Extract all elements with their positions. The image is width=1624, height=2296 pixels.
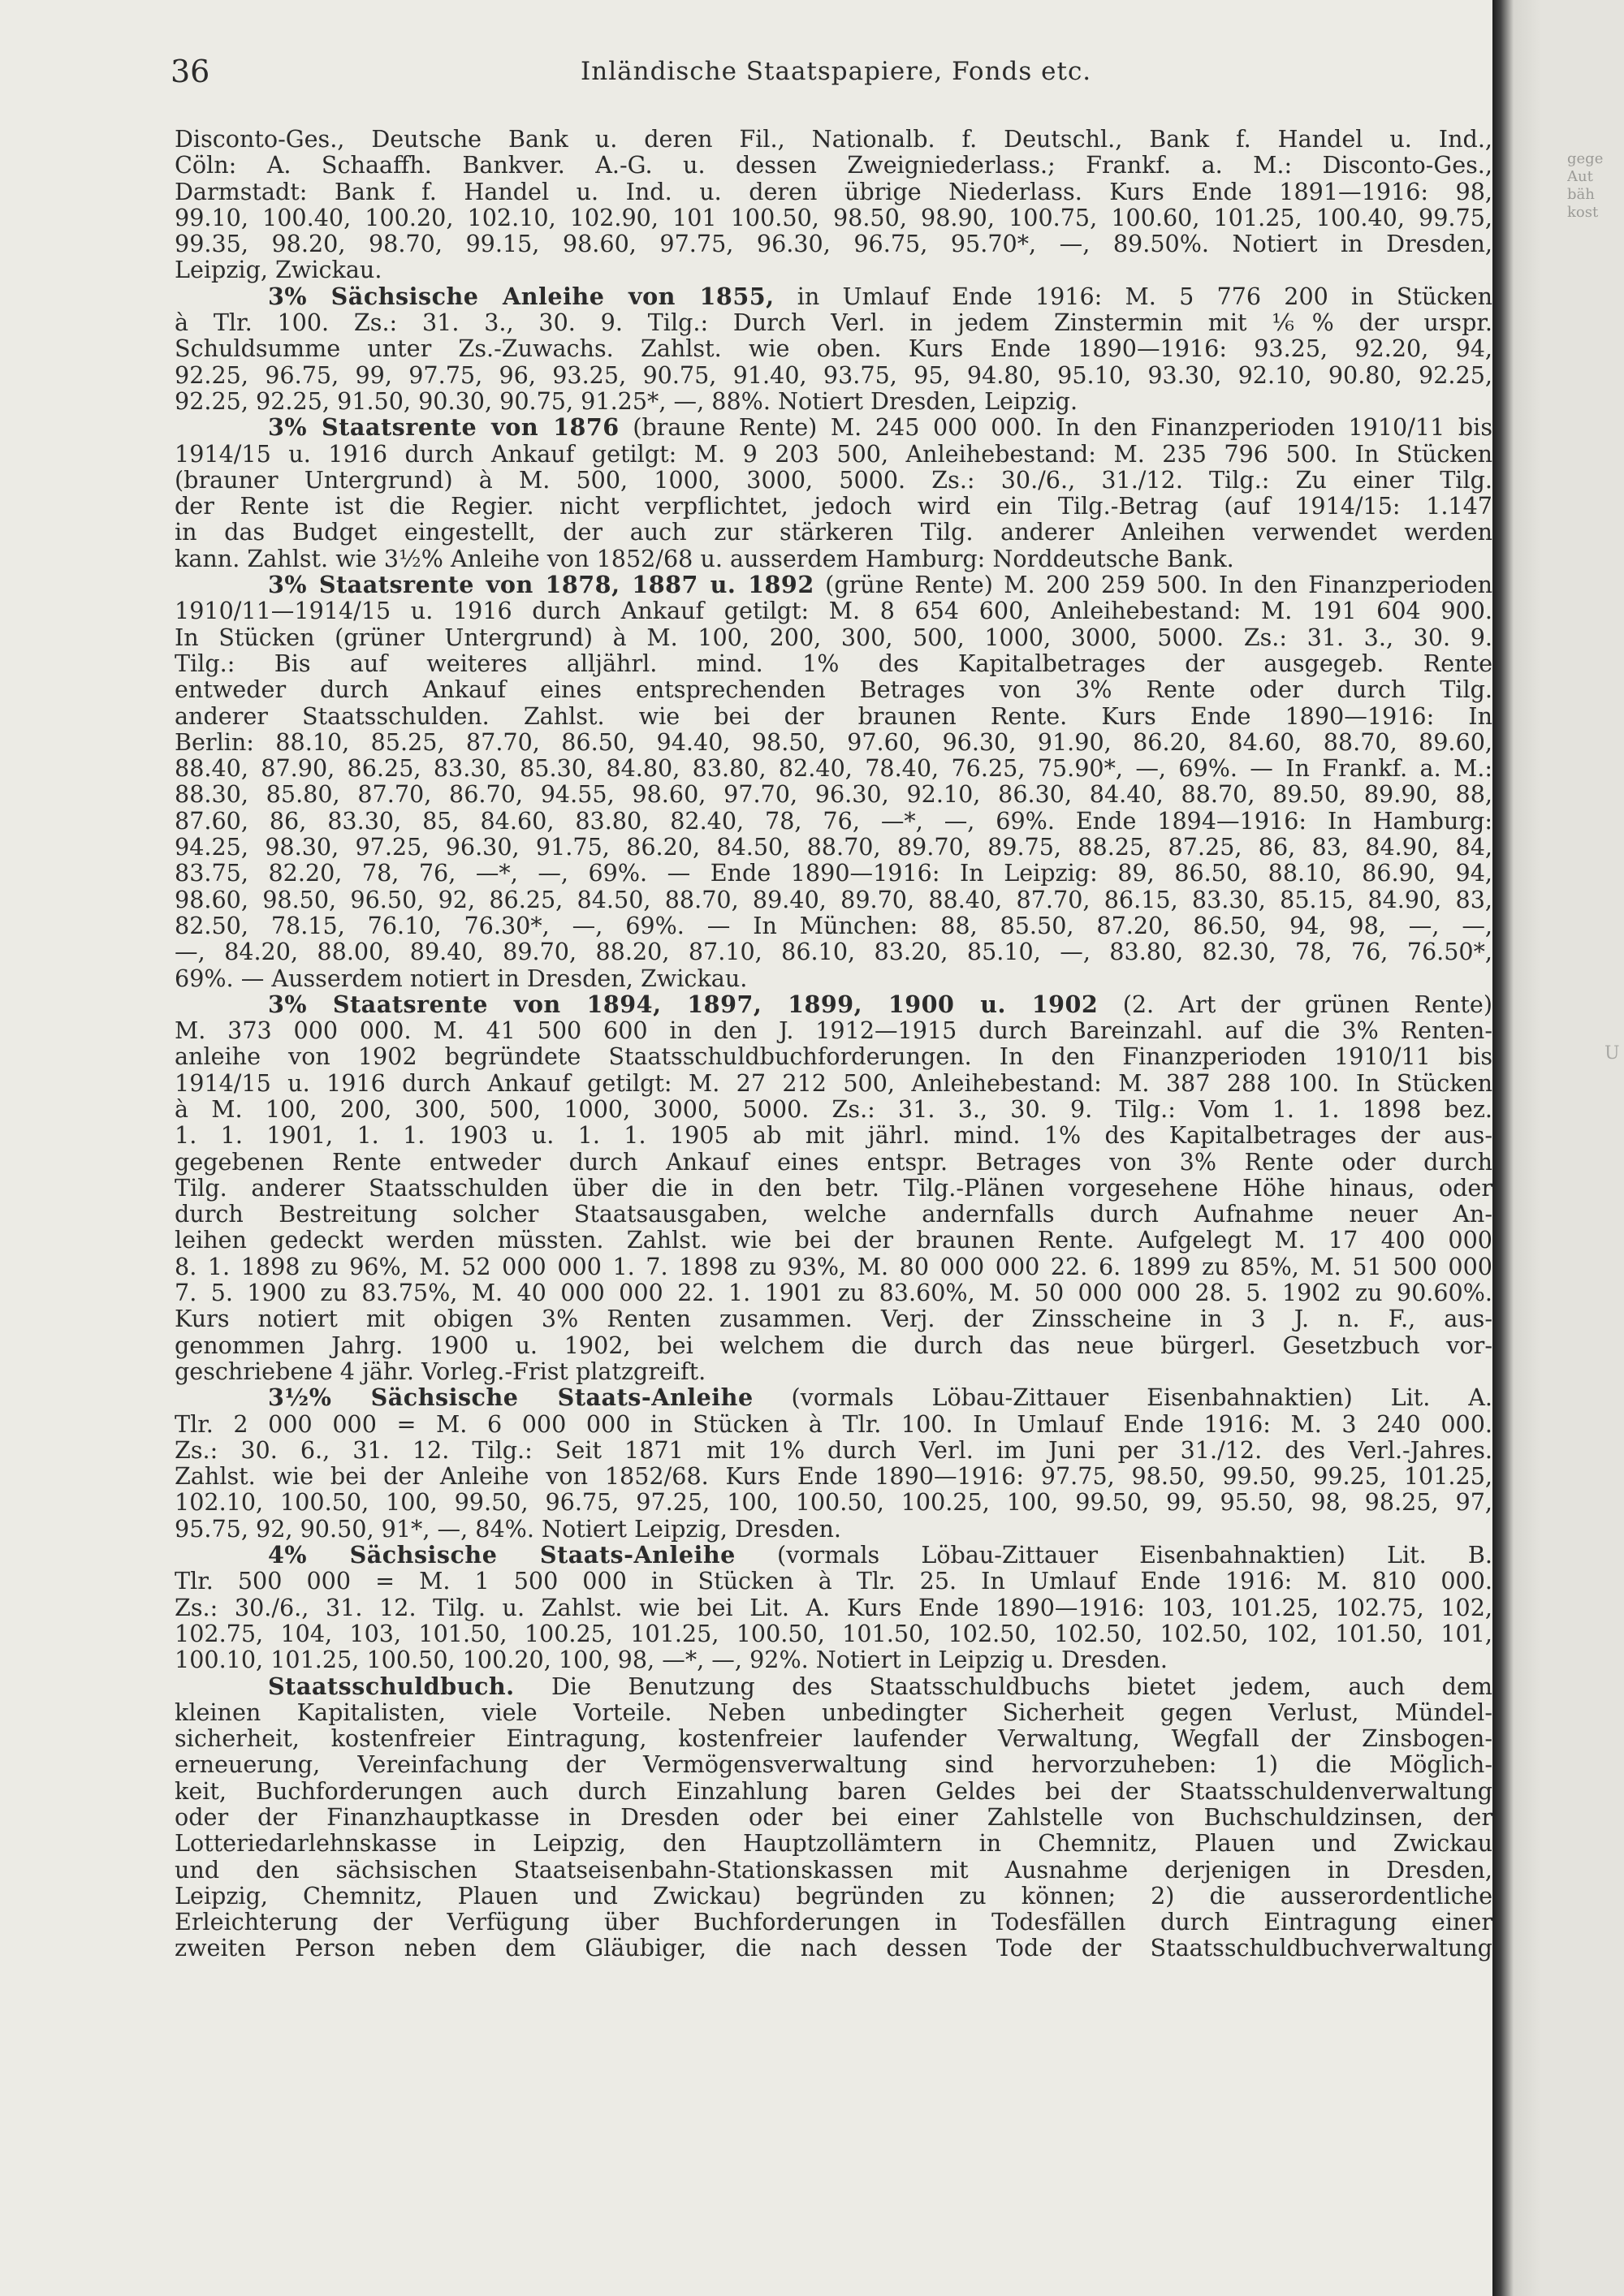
line-text: —, 84.20, 88.00, 89.40, 89.70, 88.20, 87.10, 86.10, 83.20, 85.10, —, 83.80, 82.30, 78, 76, 76.50*, — [175, 938, 1492, 966]
line-text: (vormals Löbau-Zittauer Eisenbahnaktien) Lit. B. — [735, 1541, 1492, 1569]
text-line — [175, 335, 1492, 361]
text-line — [175, 1751, 1492, 1777]
line-text: in Umlauf Ende 1916: M. 5 776 200 in Stücken — [774, 282, 1492, 310]
text-line — [175, 676, 1492, 702]
line-text: (braune Rente) M. 245 000 000. In den Finanzperioden 1910/11 bis — [619, 413, 1492, 442]
margin-fragment: Aut — [1567, 168, 1593, 185]
line-text: 88.40, 87.90, 86.25, 83.30, 85.30, 84.80, 83.80, 82.40, 78.40, 76.25, 75.90*, —, 69%. — In Frankf. a. M.: — [175, 754, 1492, 783]
text-line — [175, 388, 1492, 414]
text-line — [175, 650, 1492, 676]
text-line — [175, 1332, 1492, 1358]
text-line — [175, 1280, 1492, 1306]
line-text: (vormals Löbau-Zittauer Eisenbahnaktien) Lit. A. — [753, 1383, 1492, 1412]
text-line — [175, 1149, 1492, 1175]
text-line — [175, 1411, 1492, 1437]
text-line — [175, 913, 1492, 939]
entry-heading: 3% Sächsische Anleihe von 1855, — [268, 282, 775, 310]
line-text: anderer Staatsschulden. Zahlst. wie bei der braunen Rente. Kurs Ende 1890—1916: In — [175, 701, 1492, 730]
text-line — [175, 1542, 1492, 1568]
text-line — [175, 755, 1492, 781]
text-line — [175, 624, 1492, 650]
line-text: Lotteriedarlehnskasse in Leipzig, den Hauptzollämtern in Chemnitz, Plauen und Zwickau — [175, 1829, 1492, 1858]
text-line — [175, 1437, 1492, 1463]
text-line — [175, 781, 1492, 807]
line-text: à M. 100, 200, 300, 500, 1000, 3000, 5000. Zs.: 31. 3., 30. 9. Tilg.: Vom 1. 1. 1898 bez. — [175, 1094, 1492, 1123]
entry-heading: 4% Sächsische Staats-Anleihe — [268, 1541, 736, 1569]
binding-gutter — [1492, 0, 1624, 2296]
text-line — [175, 257, 1492, 283]
text-line — [175, 1673, 1492, 1699]
line-text: 69%. — Ausserdem notiert in Dresden, Zwickau. — [175, 964, 748, 992]
text-line — [175, 1096, 1492, 1122]
margin-fragment: kost — [1567, 204, 1599, 221]
text-line — [175, 1909, 1492, 1935]
line-text: kann. Zahlst. wie 3½% Anleihe von 1852/68 u. ausserdem Hamburg: Norddeutsche Bank. — [175, 544, 1234, 572]
text-line — [175, 939, 1492, 965]
line-text: Zahlst. wie bei der Anleihe von 1852/68. Kurs Ende 1890—1916: 97.75, 98.50, 99.50, 99.25, 101.25, — [175, 1462, 1492, 1491]
text-line — [175, 1070, 1492, 1096]
text-line — [175, 729, 1492, 755]
text-line — [175, 1201, 1492, 1227]
entry-heading: 3% Staatsrente von 1878, 1887 u. 1892 — [268, 571, 814, 599]
running-title: Inländische Staatspapiere, Fonds etc. — [581, 57, 1092, 86]
text-line — [175, 1857, 1492, 1883]
text-line — [175, 860, 1492, 886]
line-text: M. 373 000 000. M. 41 500 600 in den J. 1912—1915 durch Bareinzahl. auf die 3% Renten- — [175, 1016, 1492, 1045]
text-line — [175, 1227, 1492, 1253]
line-text: Die Benutzung des Staatsschuldbuchs bietet jedem, auch dem — [514, 1672, 1492, 1700]
line-text: Schuldsumme unter Zs.-Zuwachs. Zahlst. wie oben. Kurs Ende 1890—1916: 93.25, 92.20, 94, — [175, 334, 1492, 363]
line-text: der Rente ist die Regier. nicht verpflichtet, jedoch wird ein Tilg.-Betrag (auf 1914/15: 1.147 — [175, 492, 1492, 520]
text-line — [175, 205, 1492, 231]
text-line — [175, 1830, 1492, 1856]
body-text — [175, 126, 1492, 2269]
text-line — [175, 1778, 1492, 1804]
text-line — [175, 1358, 1492, 1384]
line-text: 102.10, 100.50, 100, 99.50, 96.75, 97.25, 100, 100.50, 100.25, 100, 99.50, 99, 95.50, 98, 98.25, 97, — [175, 1488, 1492, 1517]
line-text: anleihe von 1902 begründete Staatsschuldbuchforderungen. In den Finanzperioden 1910/11 bis — [175, 1042, 1492, 1071]
line-text: 100.10, 101.25, 100.50, 100.20, 100, 98, —*, —, 92%. Notiert in Leipzig u. Dresden. — [175, 1646, 1168, 1674]
line-text: à Tlr. 100. Zs.: 31. 3., 30. 9. Tilg.: Durch Verl. in jedem Zinstermin mit ⅙% der urspr. — [175, 309, 1492, 337]
text-line — [175, 1122, 1492, 1148]
text-line — [175, 179, 1492, 205]
line-text: keit, Buchforderungen auch durch Einzahlung baren Geldes bei der Staatsschuldenverwaltung — [175, 1776, 1492, 1805]
text-line — [175, 703, 1492, 729]
line-text: Cöln: A. Schaaffh. Bankver. A.-G. u. dessen Zweigniederlass.; Frankf. a. M.: Disconto-Ges., — [175, 151, 1492, 179]
text-line — [175, 1595, 1492, 1621]
text-line — [175, 1516, 1492, 1542]
text-line — [175, 572, 1492, 598]
line-text: Erleichterung der Verfügung über Buchforderungen in Todesfällen durch Eintragung einer — [175, 1908, 1492, 1936]
line-text: 95.75, 92, 90.50, 91*, —, 84%. Notiert Leipzig, Dresden. — [175, 1514, 842, 1543]
text-line — [175, 231, 1492, 257]
facing-page-mark: U — [1605, 1043, 1620, 1064]
line-text: 87.60, 86, 83.30, 85, 84.60, 83.80, 82.40, 78, 76, —*, —, 69%. Ende 1894—1916: In Hamburg: — [175, 806, 1492, 835]
line-text: gegebenen Rente entweder durch Ankauf eines entspr. Betrages von 3% Rente oder durch — [175, 1147, 1492, 1176]
text-line — [175, 126, 1492, 152]
line-text: Berlin: 88.10, 85.25, 87.70, 86.50, 94.40, 98.50, 97.60, 96.30, 91.90, 86.20, 84.60, 88.70, 89.60, — [175, 727, 1492, 756]
entry-heading: 3½% Sächsische Staats-Anleihe — [268, 1383, 754, 1412]
line-text: und den sächsischen Staatseisenbahn-Stationskassen mit Ausnahme derjenigen in Dresden, — [175, 1855, 1492, 1884]
text-line — [175, 441, 1492, 467]
line-text: kleinen Kapitalisten, viele Vorteile. Neben unbedingter Sicherheit gegen Verlust, Mündel- — [175, 1698, 1492, 1726]
text-line — [175, 834, 1492, 860]
line-text: Disconto-Ges., Deutsche Bank u. deren Fil., Nationalb. f. Deutschl., Bank f. Handel u. Ind., — [175, 126, 1492, 153]
line-text: 92.25, 92.25, 91.50, 90.30, 90.75, 91.25*, —, 88%. Notiert Dresden, Leipzig. — [175, 386, 1078, 415]
page-number: 36 — [171, 54, 210, 89]
text-line — [175, 1254, 1492, 1280]
entry-heading: 3% Staatsrente von 1894, 1897, 1899, 1900 u. 1902 — [268, 990, 1099, 1018]
text-line — [175, 1463, 1492, 1489]
entry-heading: 3% Staatsrente von 1876 — [268, 413, 620, 442]
text-line — [175, 309, 1492, 335]
entry-heading: Staatsschuldbuch. — [268, 1672, 515, 1700]
line-text: Tlr. 2 000 000 = M. 6 000 000 in Stücken à Tlr. 100. In Umlauf Ende 1916: M. 3 240 000. — [175, 1409, 1492, 1438]
text-line — [175, 1017, 1492, 1043]
line-text: entweder durch Ankauf eines entsprechenden Betrages von 3% Rente oder durch Tilg. — [175, 675, 1492, 704]
margin-fragment: gege — [1567, 150, 1604, 167]
text-line — [175, 1699, 1492, 1725]
text-line — [175, 414, 1492, 440]
line-text: (grüne Rente) M. 200 259 500. In den Finanzperioden — [814, 571, 1492, 599]
line-text: Zs.: 30. 6., 31. 12. Tilg.: Seit 1871 mit 1% durch Verl. im Juni per 31./12. des Verl.-Jahres. — [175, 1435, 1492, 1464]
line-text: 1914/15 u. 1916 durch Ankauf getilgt: M. 9 203 500, Anleihebestand: M. 235 796 500. In Stücken — [175, 439, 1492, 468]
line-text: in das Budget eingestellt, der auch zur stärkeren Tilg. anderer Anleihen verwendet werden — [175, 518, 1492, 546]
line-text: Leipzig, Chemnitz, Plauen und Zwickau) begründen zu können; 2) die ausserordentliche — [175, 1881, 1492, 1910]
text-line — [175, 965, 1492, 991]
text-line — [175, 1646, 1492, 1672]
text-line — [175, 991, 1492, 1017]
text-line — [175, 1935, 1492, 1961]
line-text: sicherheit, kostenfreier Eintragung, kostenfreier laufender Verwaltung, Wegfall der Zinsbogen- — [175, 1724, 1492, 1753]
line-text: leihen gedeckt werden müssten. Zahlst. wie bei der braunen Rente. Aufgelegt M. 17 400 000 — [175, 1226, 1492, 1254]
line-text: In Stücken (grüner Untergrund) à M. 100, 200, 300, 500, 1000, 3000, 5000. Zs.: 31. 3., 30. 9. — [175, 623, 1492, 651]
text-line — [175, 1568, 1492, 1594]
margin-fragment: bäh — [1567, 186, 1595, 203]
text-line — [175, 1043, 1492, 1069]
line-text: 1. 1. 1901, 1. 1. 1903 u. 1. 1. 1905 ab mit jährl. mind. 1% des Kapitalbetrages der aus- — [175, 1121, 1492, 1150]
line-text: oder der Finanzhauptkasse in Dresden oder bei einer Zahlstelle von Buchschuldzinsen, der — [175, 1803, 1492, 1831]
line-text: (brauner Untergrund) à M. 500, 1000, 3000, 5000. Zs.: 30./6., 31./12. Tilg.: Zu einer Tilg. — [175, 465, 1492, 494]
text-line — [175, 1175, 1492, 1201]
line-text: geschriebene 4 jähr. Vorleg.-Frist platzgreift. — [175, 1357, 706, 1385]
text-line — [175, 362, 1492, 388]
line-text: 99.10, 100.40, 100.20, 102.10, 102.90, 101 100.50, 98.50, 98.90, 100.75, 100.60, 101.25, 100.40, 99.75, — [175, 203, 1492, 231]
line-text: genommen Jahrg. 1900 u. 1902, bei welchem die durch das neue bürgerl. Gesetzbuch vor- — [175, 1331, 1492, 1359]
line-text: Tilg. anderer Staatsschulden über die in den betr. Tilg.-Plänen vorgesehene Höhe hinaus, oder — [175, 1173, 1492, 1202]
text-line — [175, 887, 1492, 913]
line-text: durch Bestreitung solcher Staatsausgaben, welche andernfalls durch Aufnahme neuer An- — [175, 1200, 1492, 1228]
text-line — [175, 1883, 1492, 1909]
line-text: 8. 1. 1898 zu 96%, M. 52 000 000 1. 7. 1898 zu 93%, M. 80 000 000 22. 6. 1899 zu 85%, M. 51 500 000 — [175, 1252, 1492, 1280]
text-line — [175, 598, 1492, 624]
text-line — [175, 1804, 1492, 1830]
line-text: 94.25, 98.30, 97.25, 96.30, 91.75, 86.20, 84.50, 88.70, 89.70, 89.75, 88.25, 87.25, 86, 83, 84.90, 84, — [175, 833, 1492, 861]
text-line — [175, 1306, 1492, 1331]
line-text: 7. 5. 1900 zu 83.75%, M. 40 000 000 22. 1. 1901 zu 83.60%, M. 50 000 000 28. 5. 1902 zu 90.60%. — [175, 1279, 1492, 1307]
line-text: 98.60, 98.50, 96.50, 92, 86.25, 84.50, 88.70, 89.40, 89.70, 88.40, 87.70, 86.15, 83.30, 85.15, 84.90, 83, — [175, 885, 1492, 913]
line-text: Kurs notiert mit obigen 3% Renten zusammen. Verj. der Zinsscheine in 3 J. n. F., aus- — [175, 1305, 1492, 1333]
facing-page-fragments — [1567, 150, 1616, 222]
text-line — [175, 1725, 1492, 1751]
text-line — [175, 467, 1492, 493]
line-text: 99.35, 98.20, 98.70, 99.15, 98.60, 97.75, 96.30, 96.75, 95.70*, —, 89.50%. Notiert in Dresden, — [175, 230, 1492, 258]
text-line — [175, 152, 1492, 178]
text-line — [175, 519, 1492, 545]
line-text: zweiten Person neben dem Gläubiger, die nach dessen Tode der Staatsschuldbuchverwaltung — [175, 1934, 1492, 1962]
text-line — [175, 1621, 1492, 1646]
text-line — [175, 1384, 1492, 1410]
page-header — [171, 49, 1492, 94]
text-line — [175, 283, 1492, 309]
line-text: 88.30, 85.80, 87.70, 86.70, 94.55, 98.60, 97.70, 96.30, 92.10, 86.30, 84.40, 88.70, 89.50, 89.90, 88, — [175, 780, 1492, 809]
text-line — [175, 1489, 1492, 1515]
line-text: 92.25, 96.75, 99, 97.75, 96, 93.25, 90.75, 91.40, 93.75, 95, 94.80, 95.10, 93.30, 92.10, 90.80, 92.25, — [175, 360, 1492, 389]
line-text: 83.75, 82.20, 78, 76, —*, —, 69%. — Ende 1890—1916: In Leipzig: 89, 86.50, 88.10, 86.90, 94, — [175, 859, 1492, 887]
line-text: (2. Art der grünen Rente) — [1098, 990, 1492, 1018]
line-text: erneuerung, Vereinfachung der Vermögensverwaltung sind hervorzuheben: 1) die Möglich- — [175, 1750, 1492, 1779]
line-text: Darmstadt: Bank f. Handel u. Ind. u. deren übrige Niederlass. Kurs Ende 1891—1916: 98, — [175, 177, 1492, 205]
text-line — [175, 493, 1492, 519]
line-text: 1910/11—1914/15 u. 1916 durch Ankauf getilgt: M. 8 654 600, Anleihebestand: M. 191 604 900. — [175, 597, 1492, 625]
line-text: Leipzig, Zwickau. — [175, 256, 382, 284]
line-text: 1914/15 u. 1916 durch Ankauf getilgt: M. 27 212 500, Anleihebestand: M. 387 288 100. In Stücken — [175, 1068, 1492, 1097]
line-text: 82.50, 78.15, 76.10, 76.30*, —, 69%. — In München: 88, 85.50, 87.20, 86.50, 94, 98, —, —, — [175, 911, 1492, 939]
text-line — [175, 546, 1492, 572]
line-text: Zs.: 30./6., 31. 12. Tilg. u. Zahlst. wie bei Lit. A. Kurs Ende 1890—1916: 103, 101.25, 102.75, 102, — [175, 1593, 1492, 1621]
line-text: 102.75, 104, 103, 101.50, 100.25, 101.25, 100.50, 101.50, 102.50, 102.50, 102.50, 102, 101.50, 101, — [175, 1619, 1492, 1647]
line-text: Tlr. 500 000 = M. 1 500 000 in Stücken à Tlr. 25. In Umlauf Ende 1916: M. 810 000. — [175, 1567, 1492, 1595]
text-line — [175, 808, 1492, 834]
line-text: Tilg.: Bis auf weiteres alljährl. mind. 1% des Kapitalbetrages der ausgegeb. Rente — [175, 649, 1492, 677]
